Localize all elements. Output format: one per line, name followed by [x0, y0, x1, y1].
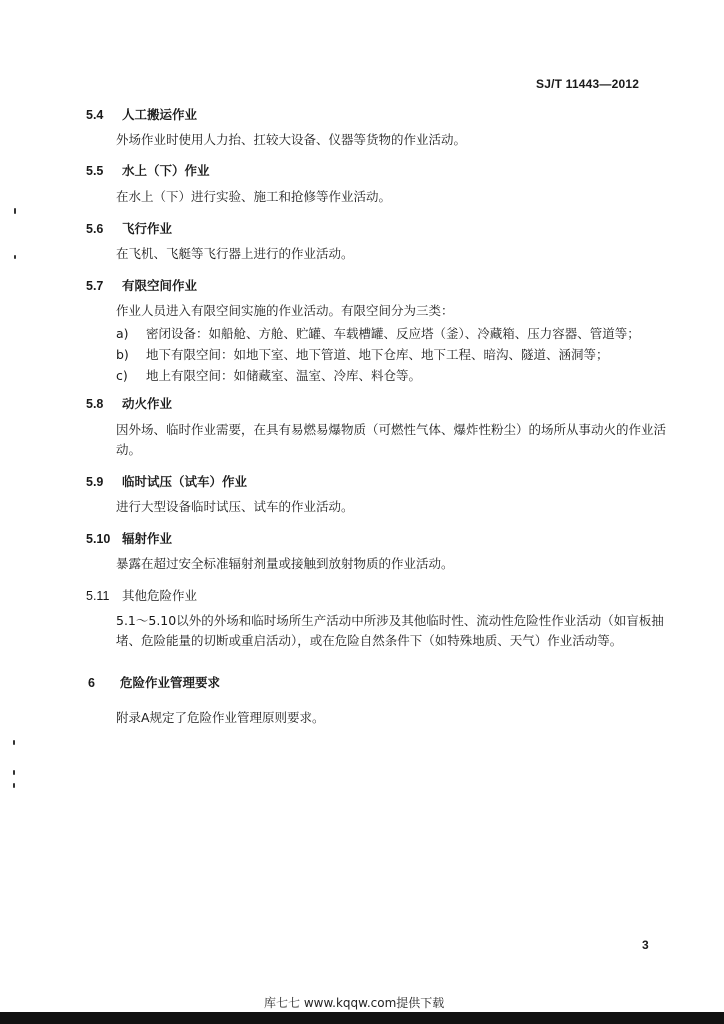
- section-heading-5-11: [86, 586, 197, 604]
- section-heading-5-6: [86, 219, 172, 237]
- section-body-5-6: 在飞机、飞艇等飞行器上进行的作业活动。: [116, 246, 354, 261]
- section-title: 人工搬运作业: [122, 107, 198, 122]
- scan-speck: [13, 770, 15, 775]
- list-marker: a): [116, 326, 129, 341]
- scan-speck: [13, 740, 15, 745]
- section-title: 飞行作业: [122, 221, 173, 236]
- section-title: 辐射作业: [122, 531, 173, 546]
- list-item-a: [116, 324, 640, 342]
- list-text: 密闭设备：如船舱、方舱、贮罐、车载槽罐、反应塔（釜）、冷藏箱、压力容器、管道等；: [146, 326, 640, 341]
- section-body-5-5: 在水上（下）进行实验、施工和抢修等作业活动。: [116, 189, 392, 204]
- section-number: 5.9: [86, 475, 104, 489]
- section-heading-5-8: [86, 394, 172, 412]
- list-text: 地下有限空间：如地下室、地下管道、地下仓库、地下工程、暗沟、隧道、涵洞等；: [146, 347, 609, 362]
- list-marker: c): [116, 368, 128, 383]
- section-body-6: 附录A规定了危险作业管理原则要求。: [116, 710, 325, 725]
- download-source-footer: 库七七 www.kqqw.com提供下载: [264, 996, 445, 1010]
- section-number: 5.6: [86, 222, 104, 236]
- section-heading-5-4: [86, 105, 197, 123]
- section-heading-5-5: [86, 161, 210, 179]
- page-number: 3: [642, 938, 649, 952]
- list-item-b: [116, 345, 609, 363]
- section-heading-5-7: [86, 276, 197, 294]
- section-title: 临时试压（试车）作业: [122, 474, 248, 489]
- section-title: 动火作业: [122, 396, 173, 411]
- section-number: 5.5: [86, 164, 104, 178]
- list-text: 地上有限空间：如储藏室、温室、冷库、料仓等。: [146, 368, 422, 383]
- section-number: 5.10: [86, 532, 111, 546]
- section-title: 其他危险作业: [122, 588, 198, 603]
- section-body-5-10: 暴露在超过安全标准辐射剂量或接触到放射物质的作业活动。: [116, 556, 454, 571]
- standard-code: SJ/T 11443—2012: [536, 77, 640, 91]
- scan-speck: [14, 255, 16, 259]
- scan-speck: [13, 783, 15, 788]
- scan-bottom-edge: [0, 1012, 724, 1024]
- list-marker: b): [116, 347, 129, 362]
- section-title: 有限空间作业: [122, 278, 198, 293]
- section-number: 5.4: [86, 108, 104, 122]
- section-body-5-4: 外场作业时使用人力抬、扛较大设备、仪器等货物的作业活动。: [116, 132, 467, 147]
- section-body-5-9: 进行大型设备临时试压、试车的作业活动。: [116, 499, 354, 514]
- section-heading-6: [88, 673, 220, 691]
- section-heading-5-9: [86, 472, 247, 490]
- section-body-5-8: 因外场、临时作业需要，在具有易燃易爆物质（可燃性气体、爆炸性粉尘）的场所从事动火的作业活动。: [116, 422, 667, 457]
- list-item-c: [116, 366, 421, 384]
- section-number: 5.11: [86, 589, 110, 603]
- section-title: 危险作业管理要求: [120, 675, 221, 690]
- scan-speck: [14, 208, 16, 214]
- section-number: 5.8: [86, 397, 104, 411]
- section-body-5-11: 5.1～5.10以外的外场和临时场所生产活动中所涉及其他临时性、流动性危险性作业活动（如盲板抽堵、危险能量的切断或重启活动），或在危险自然条件下（如特殊地质、天气）作业活动等。: [116, 613, 664, 648]
- section-heading-5-10: [86, 529, 172, 547]
- section-number: 5.7: [86, 279, 104, 293]
- section-body-5-7: 作业人员进入有限空间实施的作业活动。有限空间分为三类：: [116, 303, 454, 318]
- section-number: 6: [88, 676, 95, 690]
- section-title: 水上（下）作业: [122, 163, 210, 178]
